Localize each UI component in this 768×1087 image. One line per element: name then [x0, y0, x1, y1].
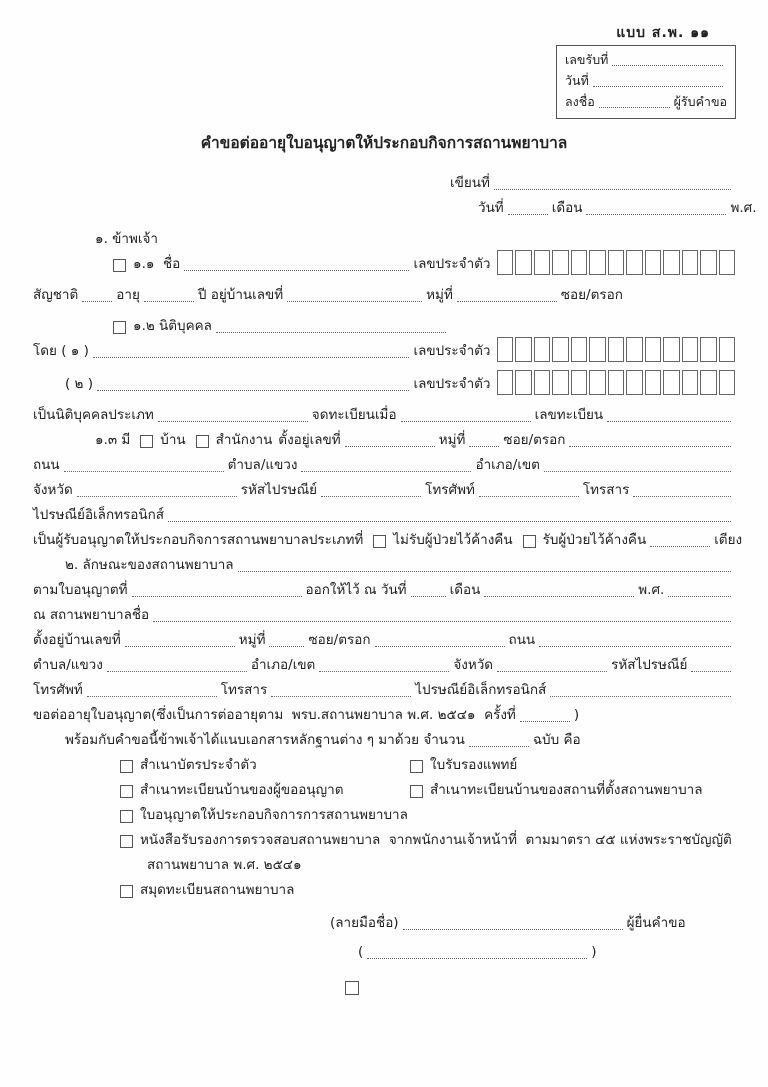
- attachment-label-cont: สถานพยาบาล พ.ศ. ๒๕๔๑: [147, 857, 302, 873]
- attachment-item: [410, 779, 735, 801]
- issued-at-label: ออกให้ไว้ ณ วันที่: [305, 582, 407, 598]
- blank-signature[interactable]: [403, 928, 623, 930]
- juristic-type-label: เป็นนิติบุคคลประเภท: [33, 407, 154, 423]
- road-label-2: ถนน: [508, 632, 536, 648]
- blank-subdistrict-2[interactable]: [107, 670, 247, 672]
- section1-heading: ๑. ข้าพเจ้า: [95, 231, 158, 247]
- renewal-request-close: ): [573, 707, 580, 723]
- attach-count-line: [65, 726, 735, 751]
- subdistrict-label-1: ตำบล/แขวง: [227, 457, 298, 473]
- blank-by-2-name[interactable]: [97, 389, 409, 391]
- receipt-box: [556, 45, 736, 119]
- form-title: คำขอต่ออายุใบอนุญาตให้ประกอบกิจการสถานพยาบาล: [200, 134, 568, 152]
- moo-label-3: หมู่ที่: [238, 632, 266, 648]
- receipt-date-label: วันที่: [565, 73, 589, 88]
- paren-open: (: [358, 944, 364, 960]
- year-label: พ.ศ.: [730, 200, 757, 216]
- blank-phone-2[interactable]: [87, 695, 217, 697]
- blank-moo-1[interactable]: [457, 300, 557, 302]
- blank-month[interactable]: [586, 213, 726, 215]
- nationality-label: สัญชาติ: [33, 287, 79, 303]
- blank-issue-day[interactable]: [411, 595, 446, 597]
- blank-renewal-count[interactable]: [520, 720, 570, 722]
- signature-name-line: [358, 938, 735, 963]
- checkbox-facility-register-book[interactable]: [120, 885, 133, 898]
- province-label-1: จังหวัด: [33, 482, 73, 498]
- id-number-label-3: เลขประจำตัว: [413, 376, 491, 392]
- age-label: อายุ: [116, 287, 140, 303]
- soi-label-3: ซอย/ตรอก: [308, 632, 371, 648]
- blank-receipt-no[interactable]: [612, 64, 723, 66]
- blank-province-2[interactable]: [497, 670, 607, 672]
- registered-on-label: จดทะเบียนเมื่อ: [311, 407, 397, 423]
- attachment-label: สำเนาบัตรประจำตัว: [140, 757, 257, 773]
- checkbox-inspection-certificate[interactable]: [120, 835, 133, 848]
- blank-moo-2[interactable]: [469, 445, 499, 447]
- registration-no-label: เลขทะเบียน: [534, 407, 604, 423]
- facility-phone-line: [33, 676, 735, 701]
- attachment-item: [410, 754, 735, 776]
- at-facility-label: ณ สถานพยาบาลชื่อ: [33, 607, 150, 623]
- postcode-label-1: รหัสไปรษณีย์: [240, 482, 318, 498]
- attach-suffix-label: ฉบับ คือ: [532, 732, 581, 748]
- by-2-label: ( ๒ ): [65, 376, 94, 392]
- province-label-2: จังหวัด: [453, 657, 494, 673]
- receipt-sign-line: [565, 91, 727, 112]
- attachment-row-3: [120, 801, 735, 826]
- blank-fax-1[interactable]: [633, 495, 731, 497]
- phone-label-2: โทรศัพท์: [33, 682, 83, 698]
- blank-beds[interactable]: [650, 545, 710, 547]
- checkbox-operating-license[interactable]: [120, 810, 133, 823]
- by-1-label: โดย ( ๑ ): [33, 343, 89, 359]
- beds-label: เตียง: [714, 532, 743, 548]
- blank-age[interactable]: [144, 300, 194, 302]
- blank-subdistrict-1[interactable]: [301, 470, 471, 472]
- phone-label-1: โทรศัพท์: [425, 482, 475, 498]
- section2-heading-line: [65, 551, 735, 576]
- soi-label-1: ซอย/ตรอก: [560, 287, 623, 303]
- blank-postcode-1[interactable]: [321, 495, 421, 497]
- subdistrict-label-2: ตำบล/แขวง: [33, 657, 103, 673]
- id-number-boxes-3[interactable]: [497, 370, 736, 395]
- juristic-type-line: [33, 401, 735, 426]
- applicant-label: ผู้ยื่นคำขอ: [626, 915, 686, 931]
- blank-postcode-2[interactable]: [691, 670, 731, 672]
- attachment-row-2: [120, 776, 735, 801]
- receipt-sign-label: ลงชื่อ: [565, 94, 595, 109]
- attachment-row-5: [120, 876, 735, 901]
- blank-house-no[interactable]: [287, 300, 422, 302]
- attachment-item: [120, 779, 410, 801]
- attachment-label: สมุดทะเบียนสถานพยาบาล: [140, 882, 295, 898]
- blank-receipt-sign[interactable]: [599, 106, 670, 108]
- facility-name-line: [33, 601, 735, 626]
- fax-label-2: โทรสาร: [220, 682, 268, 698]
- blank-located-no[interactable]: [345, 445, 435, 447]
- licensee-type-label: เป็นผู้รับอนุญาตให้ประกอบกิจการสถานพยาบาลประเภทที่: [33, 532, 364, 548]
- item-1-1-line: [113, 250, 735, 275]
- attachment-label: หนังสือรับรองการตรวจสอบสถานพยาบาล จากพนักงานเจ้าหน้าที่ ตามมาตรา ๔๕ แห่งพระราชบัญญัติ: [140, 832, 732, 848]
- blank-juristic-name[interactable]: [216, 331, 446, 333]
- checkbox-juristic[interactable]: [113, 321, 126, 334]
- attachment-label: สำเนาทะเบียนบ้านของผู้ขออนุญาต: [140, 782, 344, 798]
- checkbox-facility-house-reg[interactable]: [410, 785, 423, 798]
- paren-close: ): [591, 944, 597, 960]
- id-number-boxes-2[interactable]: [497, 337, 736, 362]
- postcode-label-2: รหัสไปรษณีย์: [611, 657, 688, 673]
- section2-heading: ๒. ลักษณะของสถานพยาบาล: [65, 557, 234, 573]
- blank-district-2[interactable]: [319, 670, 449, 672]
- signature-line: [330, 909, 735, 934]
- year-house-label: ปี อยู่บ้านเลขที่: [197, 287, 284, 303]
- blank-day[interactable]: [508, 213, 548, 215]
- checkbox-individual[interactable]: [113, 259, 126, 272]
- checkbox-medical-certificate[interactable]: [410, 760, 423, 773]
- blank-issue-year[interactable]: [668, 595, 731, 597]
- blank-soi-2[interactable]: [569, 445, 731, 447]
- attachment-row-1: [120, 751, 735, 776]
- district-label-1: อำเภอ/เขต: [475, 457, 540, 473]
- moo-label-1: หมู่ที่: [426, 287, 453, 303]
- id-number-boxes-1[interactable]: [497, 250, 736, 275]
- blank-written-at[interactable]: [494, 188, 731, 190]
- month-label: เดือน: [551, 200, 583, 216]
- home-label: บ้าน: [160, 432, 186, 448]
- attachment-label: ใบรับรองแพทย์: [430, 757, 518, 773]
- date-line: [478, 194, 757, 219]
- issue-month-label: เดือน: [449, 582, 481, 598]
- blank-province-1[interactable]: [77, 495, 237, 497]
- renewal-request-line: [33, 701, 735, 726]
- province-line-1: [33, 476, 735, 501]
- by-1-line: [33, 337, 735, 362]
- form-code: แบบ ส.พ. ๑๑: [616, 25, 710, 41]
- blank-moo-3[interactable]: [269, 645, 304, 647]
- id-number-label-1: เลขประจำตัว: [413, 256, 491, 272]
- receipt-no-label: เลขรับที่: [565, 52, 609, 67]
- licensee-type-line: [33, 526, 743, 551]
- attachment-row-4-cont: [147, 851, 735, 876]
- office-label: สำนักงาน: [215, 432, 273, 448]
- moo-label-2: หมู่ที่: [438, 432, 466, 448]
- attachment-row-4: [120, 826, 735, 851]
- blank-district-1[interactable]: [544, 470, 731, 472]
- district-label-2: อำเภอ/เขต: [250, 657, 316, 673]
- overnight-label: รับผู้ป่วยไว้ค้างคืน: [542, 532, 647, 548]
- blank-by-1-name[interactable]: [93, 356, 410, 358]
- located-at-label: ตั้งอยู่เลขที่: [278, 432, 341, 448]
- by-2-line: [65, 370, 735, 395]
- soi-label-2: ซอย/ตรอก: [503, 432, 566, 448]
- attach-prefix-label: พร้อมกับคำขอนี้ข้าพเจ้าได้แนบเอกสารหลักฐานต่าง ๆ มาด้วย จำนวน: [65, 732, 465, 748]
- blank-email-2[interactable]: [550, 695, 731, 697]
- blank-applicant-name[interactable]: [184, 269, 409, 271]
- issue-year-label: พ.ศ.: [638, 582, 665, 598]
- blank-soi-3[interactable]: [375, 645, 505, 647]
- checkbox-id-card-copy[interactable]: [120, 760, 133, 773]
- item-1-3-label: ๑.๓ มี: [95, 432, 131, 448]
- license-no-line: [33, 576, 735, 601]
- nationality-line: [33, 281, 735, 306]
- renewal-request-label: ขอต่ออายุใบอนุญาต(ซึ่งเป็นการต่ออายุตาม พรบ.สถานพยาบาล พ.ศ. ๒๕๔๑ ครั้งที่: [33, 707, 516, 723]
- footer-checkbox[interactable]: [345, 981, 359, 995]
- written-at-label: เขียนที่: [450, 175, 490, 191]
- blank-email-1[interactable]: [168, 520, 731, 522]
- blank-registered-on[interactable]: [401, 420, 531, 422]
- checkbox-home[interactable]: [140, 435, 153, 448]
- blank-juristic-type[interactable]: [158, 420, 308, 422]
- facility-subdistrict-line: [33, 651, 735, 676]
- blank-license-no[interactable]: [132, 595, 302, 597]
- road-label-1: ถนน: [33, 457, 60, 473]
- blank-attach-count[interactable]: [469, 745, 529, 747]
- id-number-label-2: เลขประจำตัว: [413, 343, 491, 359]
- facility-address-label: ตั้งอยู่บ้านเลขที่: [33, 632, 121, 648]
- item-1-2-label: ๑.๒ นิติบุคคล: [133, 318, 212, 334]
- blank-fax-2[interactable]: [271, 695, 411, 697]
- blank-road-1[interactable]: [64, 470, 224, 472]
- blank-signature-name[interactable]: [367, 957, 587, 959]
- blank-phone-1[interactable]: [479, 495, 579, 497]
- email-label-2: ไปรษณีย์อิเล็กทรอนิกส์: [415, 682, 547, 698]
- receipt-no-line: [565, 49, 727, 70]
- item-1-2-line: [113, 312, 735, 337]
- attachment-item: [120, 754, 410, 776]
- facility-address-line: [33, 626, 735, 651]
- email-line-1: [33, 501, 735, 526]
- checkbox-applicant-house-reg[interactable]: [120, 785, 133, 798]
- fax-label-1: โทรสาร: [582, 482, 630, 498]
- day-label: วันที่: [478, 200, 504, 216]
- item-1-3-line: [95, 426, 735, 451]
- written-at-line: [450, 169, 735, 194]
- checkbox-no-overnight[interactable]: [373, 535, 386, 548]
- checkbox-office[interactable]: [196, 435, 209, 448]
- license-no-label: ตามใบอนุญาตที่: [33, 582, 128, 598]
- blank-issue-month[interactable]: [484, 595, 634, 597]
- road-line-1: [33, 451, 735, 476]
- receipt-receiver-label: ผู้รับคำขอ: [673, 94, 727, 109]
- signature-label: (ลายมือชื่อ): [330, 915, 399, 931]
- blank-registration-no[interactable]: [607, 420, 731, 422]
- attachment-label: สำเนาทะเบียนบ้านของสถานที่ตั้งสถานพยาบาล: [430, 782, 703, 798]
- blank-receipt-date[interactable]: [593, 85, 723, 87]
- blank-nationality[interactable]: [82, 300, 112, 302]
- no-overnight-label: ไม่รับผู้ป่วยไว้ค้างคืน: [393, 532, 513, 548]
- attachment-label: ใบอนุญาตให้ประกอบกิจการการสถานพยาบาล: [140, 807, 408, 823]
- blank-facility-house-no[interactable]: [125, 645, 235, 647]
- item-1-1-label: ๑.๑ ชื่อ: [133, 256, 181, 272]
- blank-facility-name[interactable]: [153, 620, 731, 622]
- checkbox-overnight[interactable]: [523, 535, 536, 548]
- blank-facility-character[interactable]: [238, 570, 731, 572]
- email-label-1: ไปรษณีย์อิเล็กทรอนิกส์: [33, 507, 165, 523]
- receipt-date-line: [565, 70, 727, 91]
- blank-road-2[interactable]: [539, 645, 731, 647]
